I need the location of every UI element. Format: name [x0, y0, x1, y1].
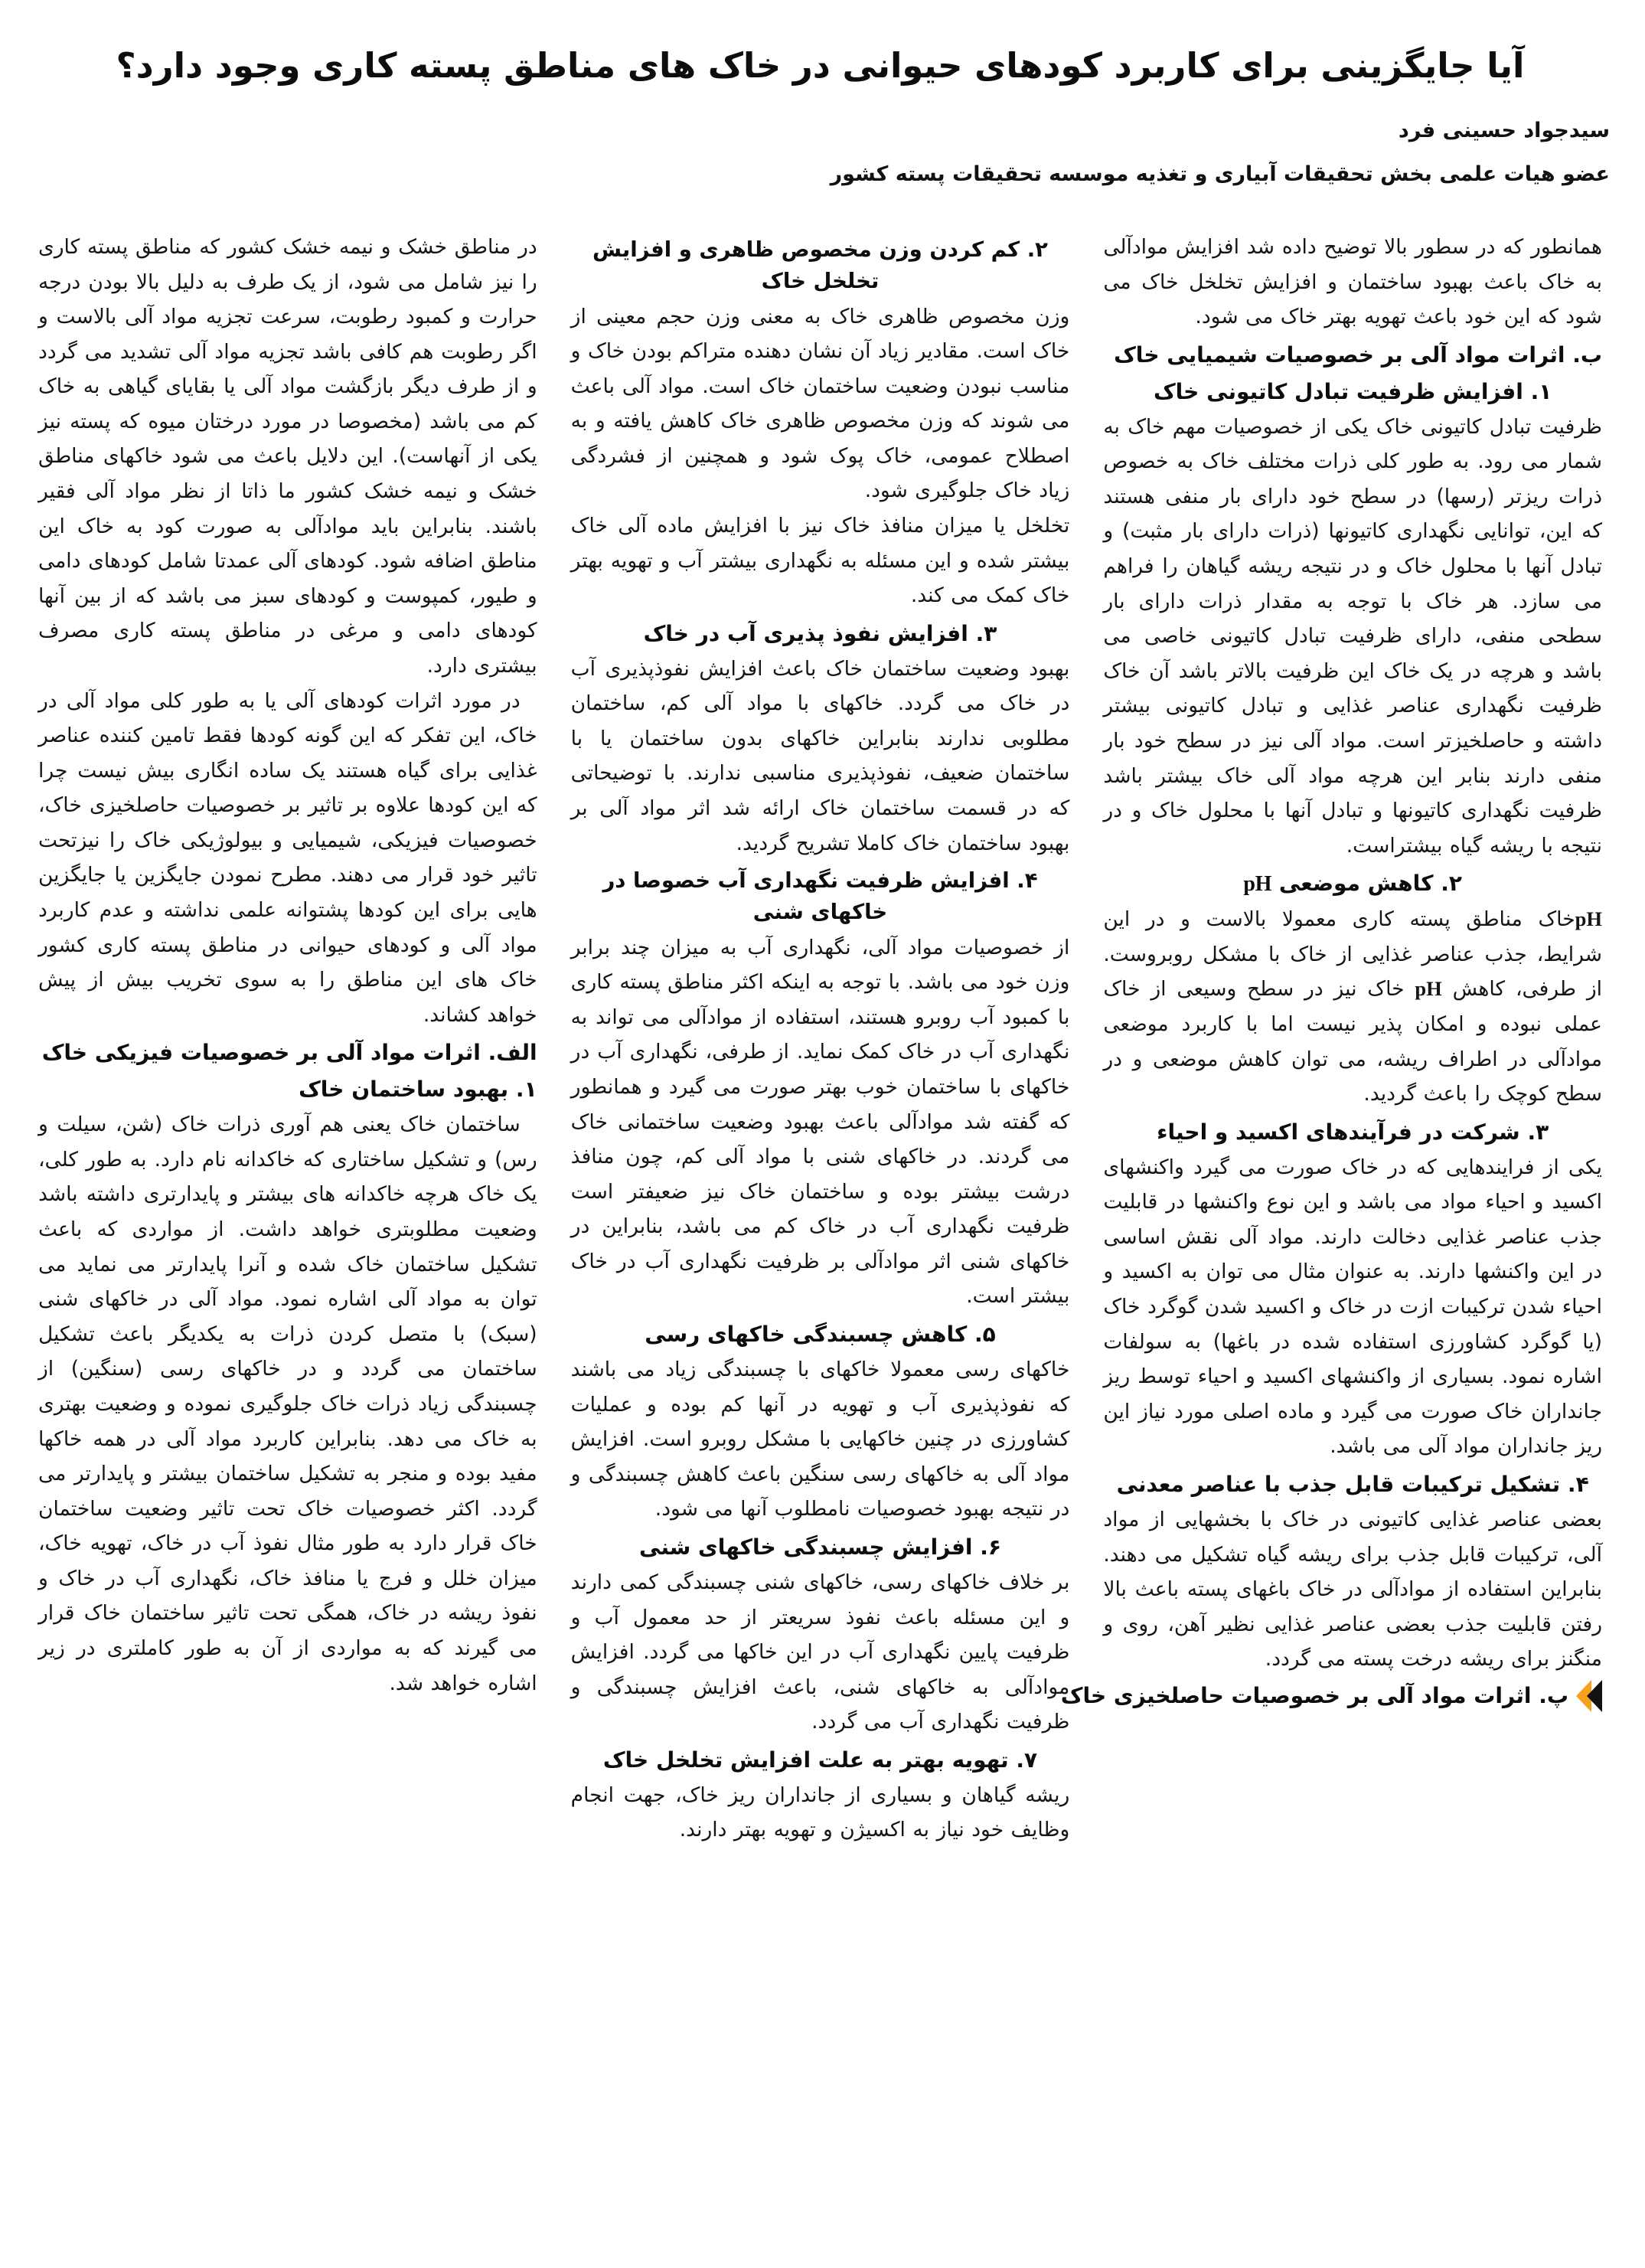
page-title: آیا جایگزینی برای کاربرد کودهای حیوانی در خاک های مناطق پسته کاری وجود دارد؟ [116, 45, 1525, 86]
heading-section-c: پ. اثرات مواد آلی بر خصوصیات حاصلخیزی خاک [1060, 1683, 1568, 1709]
heading-section-4: ۴. افزایش ظرفیت نگهداری آب خصوصا در خاکهای شنی [602, 868, 1038, 925]
heading-b2-text: ۲. کاهش موضعی [1271, 871, 1462, 897]
byline [21, 117, 1619, 188]
paragraph-6: بر خلاف خاکهای رسی، خاکهای شنی چسبندگی کمی دارند و این مسئله باعث نفوذ سریعتر از حد معمول آب و ظرفیت پایین نگهداری آب در این خاکها می گردد. افزایش موادآلی به خاکهای شنی، باعث افزایش چسبندگی و ظرفیت نگهداری آب می گردد. [570, 1570, 1070, 1734]
heading-section-a1: ۱. بهبود ساختمان خاک [299, 1077, 537, 1103]
paragraph-right-2: در مورد اثرات کودهای آلی یا به طور کلی مواد آلی در خاک، این تفکر که این گونه کودها فقط تامین کننده عناصر غذایی برای گیاه هستند یک ساده انگاری بیش نیست چرا که این کودها علاوه بر تاثیر بر خصوصیات حاصلخیزی خاک، خصوصیات فیزیکی، شیمیایی و بیولوژیکی خاک را نیزتحت تاثیر خود قرار می دهند. مطرح نمودن جایگزین یا جایگزین هایی برای این کودها پشتوانه علمی نداشته و عدم کاربرد مواد آلی و کودهای حیوانی در مناطق پسته کاری کشور خاک های این مناطق را به سوی تخریب بیش از پیش خواهد کشاند. [38, 688, 537, 1027]
paragraph-b2-part1: خاک مناطق پسته کاری معمولا بالاست و در این شرایط، جذب عناصر غذایی از خاک با مشکل روبروست. از طرفی، کاهش [1103, 907, 1602, 1002]
ph-label-inline-2: pH [1415, 977, 1442, 1001]
heading-section-c-row [1060, 1680, 1602, 1712]
heading-section-b3: ۳. شرکت در فرآیندهای اکسید و احیاء [1157, 1119, 1549, 1145]
arrow-black-part [1587, 1680, 1602, 1712]
author-affiliation: عضو هیات علمی بخش تحقیقات آبیاری و تغذیه موسسه تحقیقات پسته کشور [830, 162, 1610, 186]
paragraph-b2 [1103, 902, 1602, 1111]
column-right [21, 230, 554, 2260]
article-columns [21, 230, 1619, 2260]
paragraph-intro-left: همانطور که در سطور بالا توضیح داده شد افزایش موادآلی به خاک باعث بهبود ساختمان و افزایش تخلخل خاک می شود که این خود باعث تهویه بهتر خاک می شود. [1103, 235, 1602, 329]
heading-section-7: ۷. تهویه بهتر به علت افزایش تخلخل خاک [602, 1747, 1038, 1773]
paragraph-b4: بعضی عناصر غذایی کاتیونی در خاک با بخشهایی از مواد آلی، ترکیبات قابل جذب برای ریشه گیاه تشکیل می دهند. بنابراین استفاده از موادآلی در خاک باغهای پسته باعث بالا رفتن قابلیت جذب بعضی عناصر غذایی نظیر آهن، روی و منگنز برای ریشه درخت پسته می گردد. [1103, 1507, 1602, 1672]
author-name: سیدجواد حسینی فرد [1398, 118, 1610, 142]
paragraph-4: از خصوصیات مواد آلی، نگهداری آب به میزان چند برابر وزن خود می باشد. با توجه به اینکه اکثر مناطق پسته کاری با کمبود آب روبرو هستند، استفاده از موادآلی می تواند به نگهداری آب در خاک کمک نماید. از طرفی، نگهداری آب در خاکهای با ساختمان خوب بهتر صورت می گیرد و همانطور که گفته شد موادآلی باعث بهبود وضعیت ساختمانی خاک می گردند. در خاکهای شنی با مواد آلی کم، چون منافذ درشت بیشتر بوده و ساختمان خاک نیز ضعیفتر است ظرفیت نگهداری آب در خاک کم می باشد، بنابراین در خاکهای شنی اثر موادآلی بر ظرفیت نگهداری آب در خاک بیشتر است. [570, 935, 1070, 1309]
masthead [21, 43, 1619, 188]
heading-section-b4: ۴. تشکیل ترکیبات قابل جذب با عناصر معدنی [1116, 1471, 1589, 1497]
heading-section-3: ۳. افزایش نفوذ پذیری آب در خاک [643, 620, 997, 646]
heading-section-5: ۵. کاهش چسبندگی خاکهای رسی [645, 1322, 996, 1348]
continuation-arrow-icon [1576, 1680, 1602, 1712]
column-left [1060, 230, 1619, 2260]
heading-section-2: ۲. کم کردن وزن مخصوص ظاهری و افزایش تخلخل خاک [592, 237, 1048, 294]
paragraph-right-1: در مناطق خشک و نیمه خشک کشور که مناطق پسته کاری را نیز شامل می شود، از یک طرف به دلیل بالا بودن درجه حرارت و کمبود رطوبت، سرعت تجزیه مواد آلی بالاست و اگر رطوبت هم کافی باشد تجزیه مواد آلی تشدید می گردد و از طرف دیگر بازگشت مواد آلی یا بقایای گیاهی به خاک کم می باشد (مخصوصا در مورد درختان میوه که پسته نیز یکی از آنهاست). این دلایل باعث می شود خاکهای مناطق خشک و نیمه خشک کشور ما ذاتا از نظر مواد آلی فقیر باشند. بنابراین باید موادآلی به صورت کود به خاک این مناطق اضافه شود. کودهای آلی عمدتا شامل کودهای دامی و طیور، کمپوست و کودهای سبز می باشد که از بین آنها کودهای دامی و مرغی در مناطق پسته کاری مصرف بیشتری دارد. [38, 235, 537, 678]
paragraph-a1: ساختمان خاک یعنی هم آوری ذرات خاک (شن، سیلت و رس) و تشکیل ساختاری که خاکدانه نام دارد. به طور کلی، یک خاک هرچه خاکدانه های بیشتر و پایدارتری داشته باشد وضعیت مطلوبتری خواهد داشت. از مواردی که باعث تشکیل ساختمان خاک شده و آنرا پایدارتر می نماید می توان به مواد آلی اشاره نمود. مواد آلی در خاکهای شنی (سبک) با متصل کردن ذرات به یکدیگر باعث تشکیل ساختمان می گردد و در خاکهای رسی (سنگین) از چسبندگی زیاد ذرات خاک جلوگیری نموده و وضعیت بهتری به خاک می دهد. بنابراین کاربرد مواد آلی در همه خاکها مفید بوده و منجر به تشکیل ساختمان بیشتر و پایدارتر می گردد. اکثر خصوصیات خاک تحت تاثیر وضعیت ساختمان خاک قرار دارد به طور مثال نفوذ آب در خاک، تهویه خاک، میزان خلل و فرج یا منافذ خاک، نگهداری آب در خاک و نفوذ ریشه در خاک، همگی تحت تاثیر ساختمان خاک قرار می گیرند که به مواردی از آن به طور کاملتری در زیر اشاره خواهد شد. [38, 1113, 537, 1695]
heading-section-b: ب. اثرات مواد آلی بر خصوصیات شیمیایی خاک [1114, 342, 1602, 368]
heading-section-6: ۶. افزایش چسبندگی خاکهای شنی [638, 1534, 1001, 1560]
paragraph-b2-part2: خاک نیز در سطح وسیعی از خاک عملی نبوده و امکان پذیر نیست اما با کاربرد موضعی موادآلی در اطراف ریشه، می توان کاهش موضعی و در سطح کوچک را باعث گردید. [1103, 977, 1602, 1106]
ph-label-inline-1: pH [1575, 907, 1602, 931]
paragraph-b1: ظرفیت تبادل کاتیونی خاک یکی از خصوصیات مهم خاک به شمار می رود. به طور کلی ذرات مختلف خاک به خصوص ذرات ریزتر (رسها) در سطح خود دارای بار منفی هستند که این، توانایی نگهداری کاتیونها (ذرات دارای بار مثبت) و تبادل آنها با محلول خاک و در نتیجه ریشه گیاهان را فراهم می سازد. هر خاک با توجه به مقدار ذرات دارای بار سطحی منفی، دارای ظرفیت تبادل کاتیونی خاصی می باشد و هرچه در یک خاک این ظرفیت بالاتر باشد آن خاک ظرفیت نگهداری عناصر غذایی و تبادل کاتیونی بیشتر داشته و حاصلخیزتر است. مواد آلی نیز در سطح خود بار منفی دارند بنابر این هرچه مواد آلی خاک بیشتر باشد ظرفیت نگهداری کاتیونها و تبادل آنها با محلول خاک و در نتیجه با ریشه گیاه بیشتراست. [1103, 414, 1602, 858]
heading-section-a: الف. اثرات مواد آلی بر خصوصیات فیزیکی خاک [41, 1040, 537, 1066]
ph-label-heading: pH [1243, 872, 1272, 897]
paragraph-b3: یکی از فرایندهایی که در خاک صورت می گیرد واکنشهای اکسید و احیاء مواد می باشد و این نوع واکنشها در قابلیت جذب عناصر غذایی دخالت دارند. مواد آلی نقش اساسی در این واکنشها دارند. به عنوان مثال می توان به اکسید و احیاء شدن ترکیبات ازت در خاک و اکسید شدن گوگرد خاک (یا گوگرد کشاورزی استفاده شده در باغها) به سولفات اشاره نمود. بسیاری از واکنشهای اکسید و احیاء توسط ریز جانداران خاک صورت می گیرد و ماده اصلی مورد نیاز این ریز جانداران مواد آلی می باشد. [1103, 1155, 1602, 1459]
heading-section-b2 [1103, 868, 1602, 900]
paragraph-3: بهبود وضعیت ساختمان خاک باعث افزایش نفوذپذیری آب در خاک می گردد. خاکهای با مواد آلی کم، ساختمان مطلوبی ندارند بنابراین خاکهای بدون ساختمان یا با ساختمان ضعیف، نفوذپذیری مناسبی ندارند. با توضیحاتی که در قسمت ساختمان خاک ارائه شد اثر مواد آلی بر بهبود ساختمان خاک کاملا تشریح گردید. [570, 656, 1070, 855]
paragraph-5: خاکهای رسی معمولا خاکهای با چسبندگی زیاد می باشند که نفوذپذیری آب و تهویه در آنها کم بوده و عملیات کشاورزی در چنین خاکهایی با مشکل روبرو است. افزایش مواد آلی به خاکهای رسی سنگین باعث کاهش چسبندگی و در نتیجه بهبود خصوصیات نامطلوب آنها می شود. [570, 1358, 1070, 1521]
paragraph-7: ریشه گیاهان و بسیاری از جانداران ریز خاک، جهت انجام وظایف خود نیاز به اکسیژن و تهویه بهتر دارند. [570, 1783, 1070, 1842]
paragraph-2a: وزن مخصوص ظاهری خاک به معنی وزن حجم معینی از خاک است. مقادیر زیاد آن نشان دهنده متراکم بودن خاک و مناسب نبودن وضعیت ساختمان خاک است. مواد آلی باعث می شوند که وزن مخصوص ظاهری خاک کاهش یافته و به اصطلاح عمومی، خاک پوک شود و همچنین از فشردگی زیاد خاک جلوگیری شود. [570, 304, 1070, 503]
heading-section-b1: ۱. افزایش ظرفیت تبادل کاتیونی خاک [1154, 378, 1552, 404]
paragraph-2b: تخلخل یا میزان منافذ خاک نیز با افزایش ماده آلی خاک بیشتر شده و این مسئله به نگهداری بیشتر آب و تهویه بهتر خاک کمک می کند. [570, 513, 1070, 608]
column-middle [554, 230, 1087, 2260]
